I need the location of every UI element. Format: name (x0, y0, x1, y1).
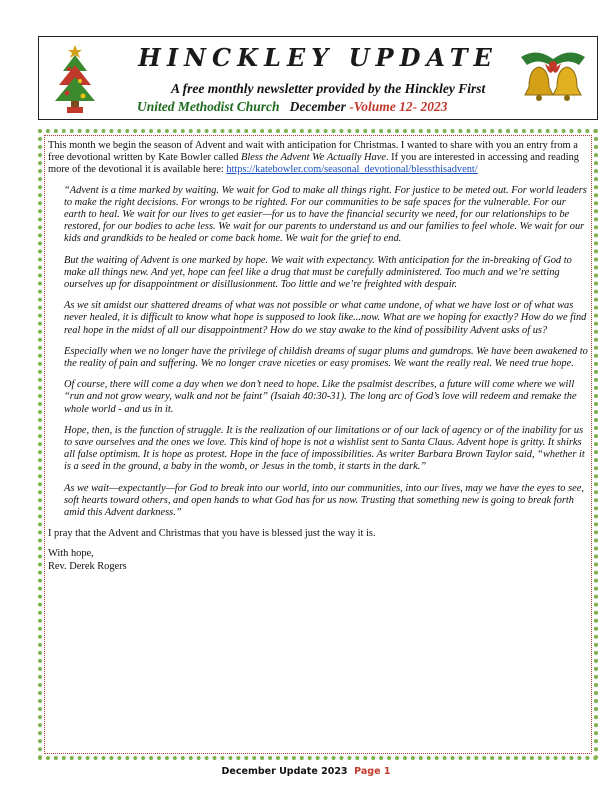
footer-label: December Update 2023 (221, 766, 348, 777)
devotional-link[interactable]: https://katebowler.com/seasonal_devotional/blessthisadvent/ (226, 164, 478, 176)
quote-paragraph: As we sit amidst our shattered dreams of what was not possible or what came undone, of what we have lost or of what was never healed, it is difficult to know what hope is supposed to look like...now. What are we hoping for exactly? How do we find real hope in the midst of all our disappointment? How do we stay awake to the kind of possibility Advent asks of us? (64, 300, 587, 336)
quote-paragraph: Hope, then, is the function of struggle. It is the realization of our limitations or of our lack of agency or of the inability for us to save ourselves and the ones we love. This kind of hope is not a wishlist sent to Santa Claus. Advent hope is gritty. It shirks all false optimism. It is hope as protest. Hope in the face of impossibilities. As writer Barbara Brown Taylor said, “whether it is a seed in the ground, a baby in the womb, or Jesus in the tomb, it starts in the dark.” (64, 424, 585, 473)
closing-paragraph: I pray that the Advent and Christmas that you have is blessed just the way it is. (48, 528, 376, 540)
devotional-quote (64, 185, 588, 520)
christmas-bells-icon (517, 43, 589, 115)
page-number: Page 1 (354, 766, 391, 777)
author-name: Rev. Derek Rogers (48, 560, 127, 572)
newsletter-subtitle: A free monthly newsletter provided by the Hinckley First (171, 81, 486, 96)
newsletter-issue-line (137, 99, 448, 115)
quote-paragraph: As we wait—expectantly—for God to break into our world, into our communities, into our lives, may we have the eyes to see, soft hearts toward others, and open hands to what God has for us now. Trusting that something new is going to break forth amid this Advent darkness.” (64, 482, 584, 519)
issue-volume: -Volume 12- 2023 (349, 99, 448, 114)
quote-paragraph: “Advent is a time marked by waiting. We wait for God to make all things right. For justice to be meted out. For world leaders to make the right decisions. For wrongs to be righted. For our communities to be safe spaces for the vulnerable. For our earth to heal. We wait for our lives to get easier—for us to have the financial security we need, for our relationships to be restored, for our bodies to ache less. We wait for our parents to understand us and our families to feel whole. We wait for our kids and grandkids to be healed or come back home. We wait for the grief to end. (64, 184, 587, 245)
quote-paragraph: Of course, there will come a day when we don’t need to hope. Like the psalmist describes, a future will come where we will “run and not grow weary, walk and not be faint” (Isaiah 40:30-31). The long arc of God’s love will redeem and remake the whole world - and us in it. (64, 379, 577, 415)
church-name: United Methodist Church (137, 99, 280, 114)
signoff: With hope, (48, 548, 94, 560)
quote-paragraph: But the waiting of Advent is one marked by hope. We wait with expectancy. With anticipation for the in-breaking of God to make all things new. And yet, hope can feel like a drug that must be carefully administered. Too much and we’re setting ourselves up for disappointment or disillusionment. Too little and we’re freighted with despair. (64, 254, 572, 291)
page-footer (0, 766, 612, 777)
devotional-title: Bless the Advent We Actually Have (241, 152, 386, 164)
newsletter-title: HINCKLEY UPDATE (138, 43, 498, 72)
newsletter-header (38, 36, 598, 120)
issue-month: December (289, 99, 346, 114)
article-body (48, 140, 588, 573)
quote-paragraph: Especially when we no longer have the privilege of childish dreams of sugar plums and gumdrops. We have been awakened to the reality of pain and suffering. We no longer crave niceties or easy promises. We want the really real. We need true hope. (64, 345, 588, 370)
intro-paragraph: This month we begin the season of Advent and wait with anticipation for Christmas. I wanted to share with you an entry from a free devotional written by Kate Bowler called Bless the Advent We Actually Have. If you are interested in accessing and reading more of the devotional it is available here: https://katebowler.com/seasonal_devotional/blessthisadvent/ (48, 140, 579, 176)
